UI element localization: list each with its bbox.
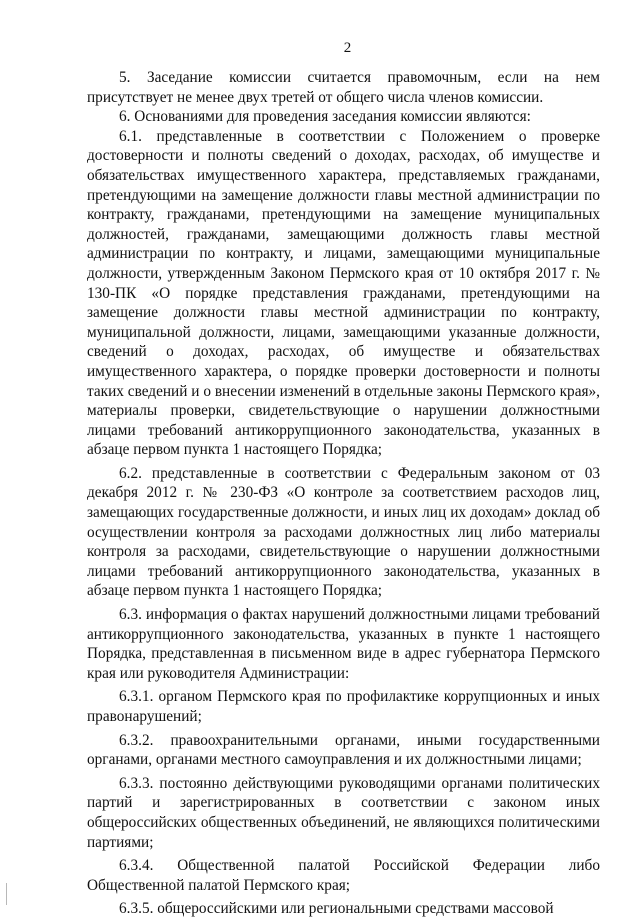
paragraph-6-1: 6.1. представленные в соответствии с Положением о проверке достоверности и полноты сведений о доходах, расходах, об имуществе и обязательствах имущественного характера, представляемых гражданами, претендующими на замещение должности главы местной администрации по контракту, гражданами, претендующими на замещение муниципальных должностей, гражданами, замещающими должность главы местной администрации по контракту, и лицами, замещающими муниципальные должности, утвержденным Законом Пермского края от 10 октября 2017 г. № 130-ПК «О порядке представления гражданами, претендующими на замещение должности главы местной администрации по контракту, муниципальной должности, лицами, замещающими указанные должности, сведений о доходах, расходах, об имуществе и обязательствах имущественного характера, о порядке проверки достоверности и полноты таких сведений и о внесении изменений в отдельные законы Пермского края», материалы проверки, свидетельствующие о нарушении должностными лицами требований антикоррупционного законодательства, указанных в абзаце первом пункта 1 настоящего Порядка; bbox=[87, 127, 600, 459]
paragraph-6-3-2: 6.3.2. правоохранительными органами, иными государственными органами, органами местного самоуправления и их должностными лицами; bbox=[87, 731, 600, 769]
paragraph-6-3-1: 6.3.1. органом Пермского края по профилактике коррупционных и иных правонарушений; bbox=[87, 688, 600, 725]
paragraph-5-quorum: 5. Заседание комиссии считается правомочным, если на нем присутствует не менее двух третей от общего числа членов комиссии. bbox=[87, 69, 600, 106]
paragraph-6-3-5: 6.3.5. общероссийскими или региональными средствами массовой bbox=[119, 900, 554, 918]
paragraph-6-3-3: 6.3.3. постоянно действующими руководящими органами политических партий и зарегистрированных в соответствии с законом иных общероссийских общественных объединений, не являющихся политическими партиями; bbox=[87, 774, 600, 851]
paragraph-6-3: 6.3. информация о фактах нарушений должностными лицами требований антикоррупционного законодательства, указанных в пункте 1 настоящего Порядка, представленная в письменном виде в адрес губернатора Пермского края или руководителя Администрации: bbox=[87, 606, 600, 682]
paragraph-6-3-4: 6.3.4. Общественной палатой Российской Федерации либо Общественной палатой Пермского края; bbox=[87, 857, 600, 894]
scan-edge-line bbox=[6, 883, 7, 905]
paragraph-6-2: 6.2. представленные в соответствии с Федеральным законом от 03 декабря 2012 г. № 230-ФЗ «О контроле за соответствием расходов лиц, замещающих государственные должности, и иных лиц их доходам» доклад об осуществлении контроля за расходами должностных лиц либо материалы контроля за расходами, свидетельствующие о нарушении должностными лицами требований антикоррупционного законодательства, указанных в абзаце первом пункта 1 настоящего Порядка; bbox=[87, 464, 600, 600]
page-number: 2 bbox=[343, 40, 352, 56]
paragraph-6-grounds: 6. Основаниями для проведения заседания комиссии являются: bbox=[119, 108, 531, 126]
